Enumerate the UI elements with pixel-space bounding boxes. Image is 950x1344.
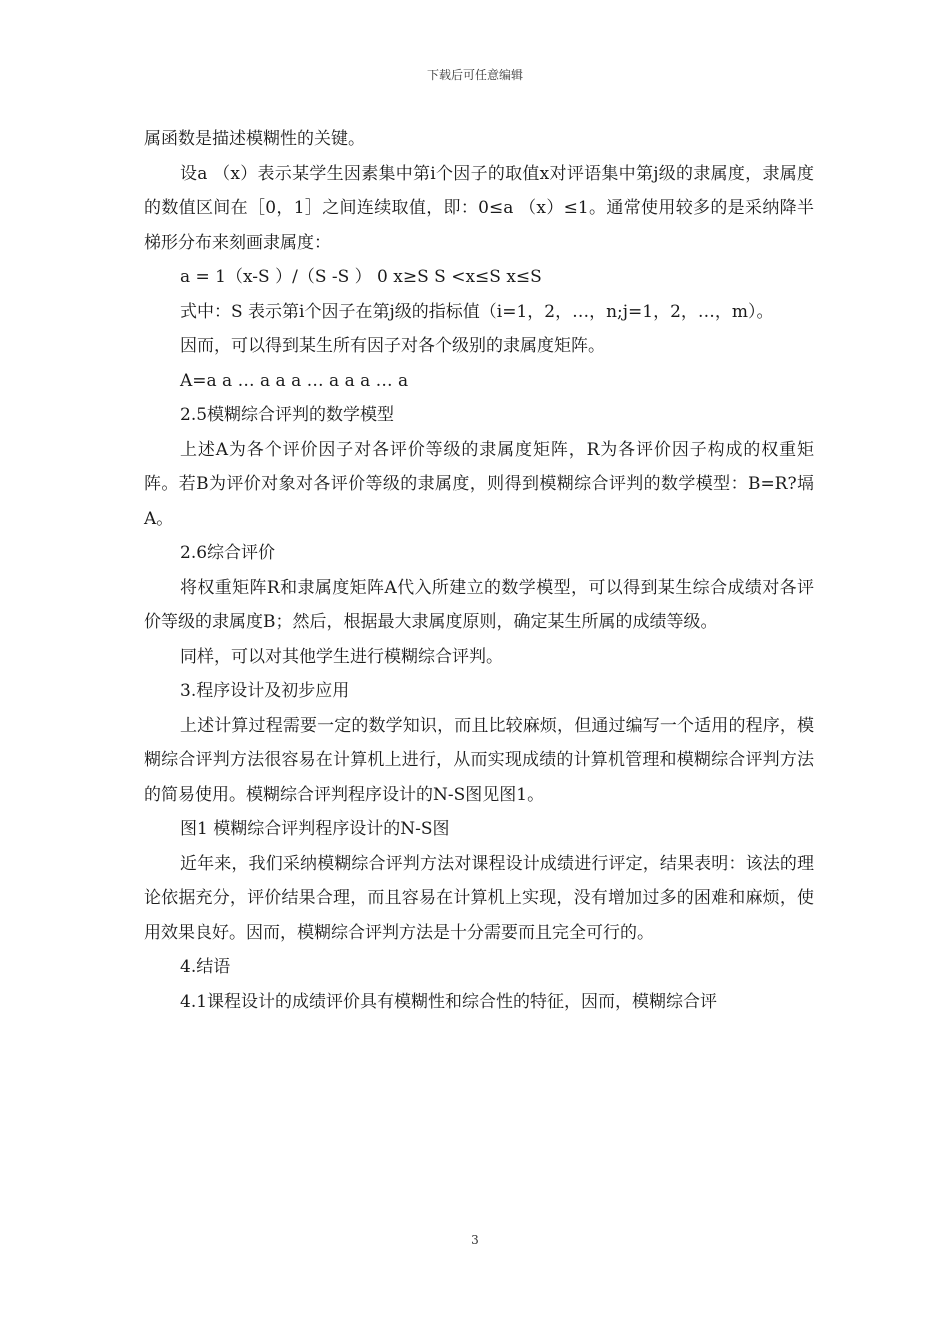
paragraph: 式中：S 表示第i个因子在第j级的指标值（i=1，2，…，n;j=1，2，…，m）。: [180, 301, 774, 322]
formula-line: a = 1（x-S ）/（S -S ） 0 x≥S S <x≤S x≤S: [180, 267, 542, 287]
page-header: 下载后可任意编辑: [426, 68, 523, 82]
figure-caption: 图1 模糊综合评判程序设计的N-S图: [180, 819, 450, 839]
paragraph: 上述A为各个评价因子对各评价等级的隶属度矩阵，R为各评价因子构成的权重矩阵。若B为评价对象对各评价等级的隶属度，则得到模糊综合评判的数学模型：B=R?塥A。: [144, 439, 814, 529]
paragraph: 近年来，我们采纳模糊综合评判方法对课程设计成绩进行评定，结果表明：该法的理论依据充分，评价结果合理，而且容易在计算机上实现，没有增加过多的困难和麻烦，使用效果良好。因而，模糊综合评判方法是十分需要而且完全可行的。: [144, 853, 814, 943]
section-heading: 2.5模糊综合评判的数学模型: [180, 405, 395, 425]
section-heading: 3.程序设计及初步应用: [180, 681, 350, 701]
paragraph: 设a （x）表示某学生因素集中第i个因子的取值x对评语集中第j级的隶属度，隶属度的数值区间在［0，1］之间连续取值，即：0≤a （x）≤1。通常使用较多的是采纳降半梯形分布来刻画隶属度：: [144, 163, 814, 253]
paragraph: 因而，可以得到某生所有因子对各个级别的隶属度矩阵。: [180, 336, 605, 356]
document-body: [144, 122, 814, 1019]
page-number: 3: [471, 1233, 479, 1247]
section-heading: 2.6综合评价: [180, 543, 276, 563]
paragraph: 上述计算过程需要一定的数学知识，而且比较麻烦，但通过编写一个适用的程序，模糊综合评判方法很容易在计算机上进行，从而实现成绩的计算机管理和模糊综合评判方法的简易使用。模糊综合评判程序设计的N-S图见图1。: [144, 715, 814, 805]
paragraph: 将权重矩阵R和隶属度矩阵A代入所建立的数学模型，可以得到某生综合成绩对各评价等级的隶属度B；然后，根据最大隶属度原则，确定某生所属的成绩等级。: [144, 577, 814, 632]
matrix-line: A=a a … a a a … a a a … a: [180, 370, 409, 391]
paragraph: 同样，可以对其他学生进行模糊综合评判。: [180, 646, 503, 667]
paragraph: 属函数是描述模糊性的关键。: [144, 129, 365, 149]
paragraph: 4.1课程设计的成绩评价具有模糊性和综合性的特征，因而，模糊综合评: [180, 991, 718, 1012]
section-heading: 4.结语: [180, 957, 231, 977]
